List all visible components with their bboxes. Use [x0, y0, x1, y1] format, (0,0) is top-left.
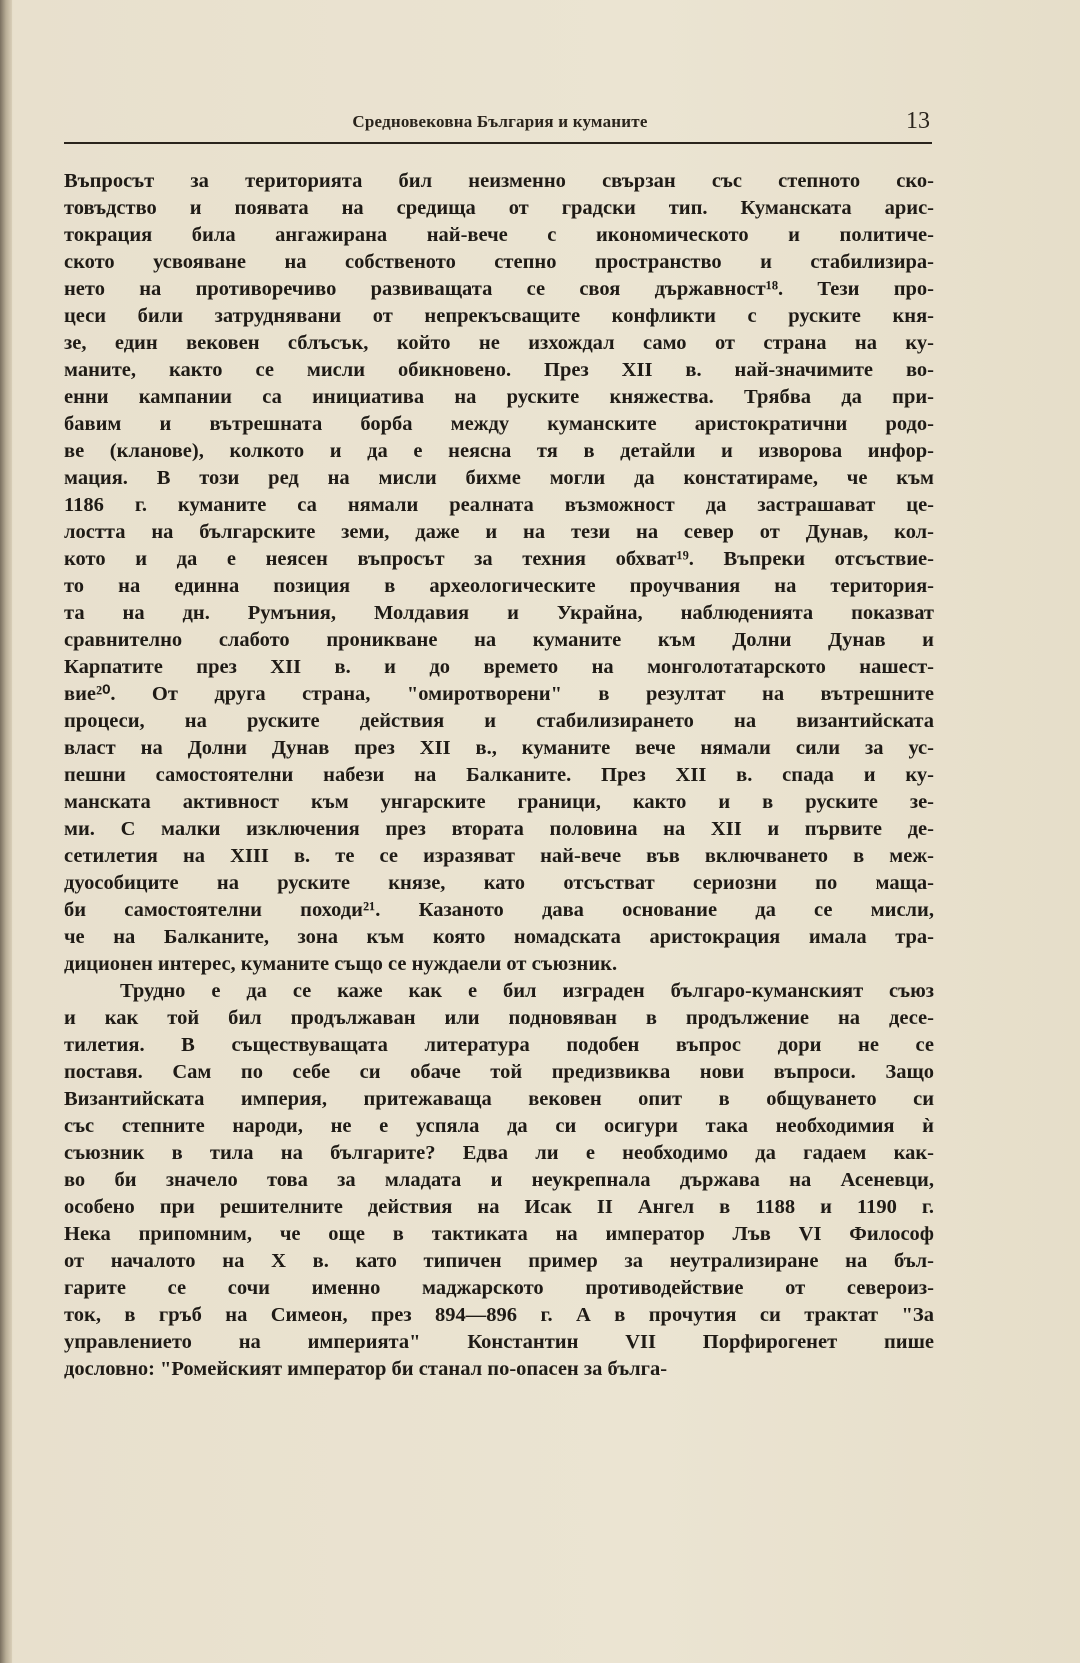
text-line: със степните народи, не е успяла да си осигури така необходимия ѝ [64, 1115, 934, 1137]
text-line: то на единна позиция в археологическите проучвания на територия- [64, 575, 934, 597]
book-spine-shadow [0, 0, 12, 1663]
text-line: Въпросът за територията бил неизменно свързан със степното ско- [64, 170, 934, 192]
running-title: Средновековна България и куманите [352, 112, 648, 131]
text-line: бавим и вътрешната борба между куманските аристократични родо- [64, 413, 934, 435]
text-line: товъдство и появата на средища от градски тип. Куманската арис- [64, 197, 934, 219]
text-line: манската активност към унгарските граници, както и в руските зе- [64, 791, 934, 813]
text-line: ското усвояване на собственото степно пространство и стабилизира- [64, 251, 934, 273]
text-line: цеси били затруднявани от непрекъсващите конфликти с руските кня- [64, 305, 934, 327]
text-line: Карпатите през XII в. и до времето на монголотатарското нашест- [64, 656, 934, 678]
text-line: пешни самостоятелни набези на Балканите. През XII в. спада и ку- [64, 764, 934, 786]
text-line: лостта на българските земи, даже и на тези на север от Дунав, кол- [64, 521, 934, 543]
text-line: маните, както се мисли обикновено. През XII в. най-значимите во- [64, 359, 934, 381]
text-line: дословно: "Ромейският император би станал по-опасен за бълга- [64, 1358, 668, 1380]
text-line: 1186 г. куманите са нямали реалната възможност да застрашават це- [64, 494, 934, 516]
text-line: и как той бил продължаван или подновяван в продължение на десе- [64, 1007, 934, 1029]
paragraph [64, 168, 934, 978]
text-line: сравнително слабото проникване на куманите към Долни Дунав и [64, 629, 934, 651]
text-line: ми. С малки изключения през втората половина на XII и първите де- [64, 818, 934, 840]
text-line: кото и да е неясен въпросът за техния обхват¹⁹. Въпреки отсъствие- [64, 548, 934, 570]
text-line: диционен интерес, куманите също се нуждаели от съюзник. [64, 953, 618, 975]
text-line: тилетия. В съществуващата литература подобен въпрос дори не се [64, 1034, 934, 1056]
text-line: ток, в гръб на Симеон, през 894—896 г. А в прочутия си трактат "За [64, 1304, 934, 1326]
text-line: власт на Долни Дунав през XII в., куманите вече нямали сили за ус- [64, 737, 934, 759]
text-line: гарите се сочи именно маджарското противодействие от североиз- [64, 1277, 934, 1299]
text-line: процеси, на руските действия и стабилизирането на византийската [64, 710, 934, 732]
text-line: мация. В този ред на мисли бихме могли да констатираме, че към [64, 467, 934, 489]
text-line: поставя. Сам по себе си обаче той предизвиква нови въпроси. Защо [64, 1061, 934, 1083]
text-line: ве (кланове), колкото и да е неясна тя в детайли и изворова инфор- [64, 440, 934, 462]
text-line: нето на противоречиво развиващата се своя държавност¹⁸. Тези про- [64, 278, 934, 300]
running-head [64, 108, 936, 140]
text-line: сетилетия на XIII в. те се изразяват най-вече във включването в меж- [64, 845, 934, 867]
text-line: съюзник в тила на българите? Едва ли е необходимо да гадаем как- [64, 1142, 934, 1164]
text-line: вие²⁰. От друга страна, "омиротворени" в резултат на вътрешните [64, 683, 934, 705]
text-line: от началото на X в. като типичен пример за неутрализиране на бъл- [64, 1250, 934, 1272]
text-line: че на Балканите, зона към която номадската аристокрация имала тра- [64, 926, 934, 948]
text-line: енни кампании са инициатива на руските княжества. Трябва да при- [64, 386, 934, 408]
text-line: та на дн. Румъния, Молдавия и Украйна, наблюденията показват [64, 602, 934, 624]
text-line: дуособиците на руските князе, като отсъстват сериозни по мащa- [64, 872, 934, 894]
text-line: во би значело това за младата и неукрепнала държава на Асеневци, [64, 1169, 934, 1191]
paragraph [64, 978, 934, 1383]
text-line: управлението на империята" Константин VII Порфирогенет пише [64, 1331, 934, 1353]
text-line: Трудно е да се каже как е бил изграден българо-куманският съюз [120, 980, 934, 1002]
text-line: зе, един вековен сблъсък, който не изхождал само от страна на ку- [64, 332, 934, 354]
text-line: Византийската империя, притежаваща вековен опит в общуването си [64, 1088, 934, 1110]
text-line: Нека припомним, че още в тактиката на император Лъв VI Философ [64, 1223, 934, 1245]
text-line: би самостоятелни походи²¹. Казаното дава основание да се мисли, [64, 899, 934, 921]
page-number: 13 [906, 108, 930, 134]
body-text [64, 168, 934, 1383]
header-rule [64, 142, 932, 144]
text-line: особено при решителните действия на Исак II Ангел в 1188 и 1190 г. [64, 1196, 934, 1218]
text-line: токрация била ангажирана най-вече с икономическото и политиче- [64, 224, 934, 246]
